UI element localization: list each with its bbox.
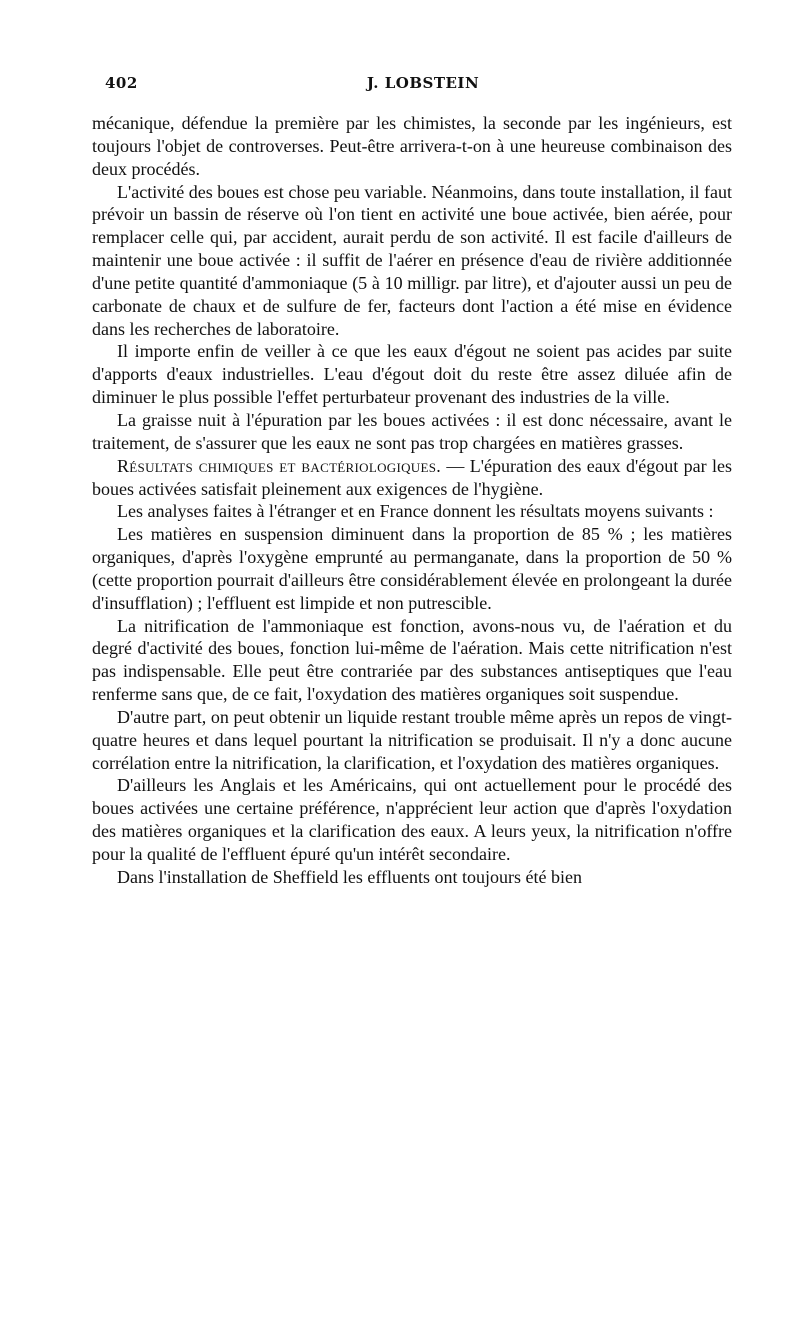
paragraph-eaux-acides — [92, 340, 732, 409]
paragraph-text: Il importe enfin de veiller à ce que les eaux d'égout ne soient pas acides par suite d'apports d'eaux industrielles. L'eau d'égout doit du reste être assez diluée afin de diminuer le plus possible l'effet perturbateur provenant des industries de la ville. — [92, 341, 732, 408]
paragraph-text: Dans l'installation de Sheffield les effluents ont toujours été bien — [117, 866, 582, 887]
paragraph-boue-activite — [92, 181, 732, 341]
page-number: 402 — [105, 74, 138, 92]
paragraph-text: La nitrification de l'ammoniaque est fonction, avons-nous vu, de l'aération et du degré d'activité des boues, fonction lui-même de l'aération. Mais cette nitrification n'est pas indispensable. Elle peut être contrariée par des substances antiseptiques que l'eau renferme sans que, de ce fait, l'oxydation des matières organiques soit suspendue. — [92, 615, 732, 705]
paragraph-text: La graisse nuit à l'épuration par les boues activées : il est donc nécessaire, avant le traitement, de s'assurer que les eaux ne sont pas trop chargées en matières grasses. — [92, 409, 732, 453]
paragraph-text: Les analyses faites à l'étranger et en France donnent les résultats moyens suivants : — [117, 501, 714, 522]
paragraph-graisse — [92, 409, 732, 455]
section-heading: Résultats chimiques et bactériologiques. — [117, 455, 442, 476]
paragraph-liquide-trouble — [92, 706, 732, 775]
paragraph-nitrification — [92, 615, 732, 706]
paragraph-matieres-suspension — [92, 523, 732, 614]
paragraph-resultats — [92, 455, 732, 501]
paragraph-anglais-americains — [92, 774, 732, 865]
paragraph-text: mécanique, défendue la première par les chimistes, la seconde par les ingénieurs, est toujours l'objet de controverses. Peut-être arrivera-t-on à une heureuse combinaison des deux procédés. — [92, 113, 732, 179]
body-text — [92, 112, 732, 889]
paragraph-continued — [92, 112, 732, 181]
paragraph-analyses — [92, 500, 732, 523]
running-title: J. LOBSTEIN — [366, 74, 480, 92]
paragraph-text: L'activité des boues est chose peu variable. Néanmoins, dans toute installation, il faut prévoir un bassin de réserve où l'on tient en activité une boue activée, bien aérée, pour remplacer celle qui, par accident, aurait perdu de son activité. Il est facile d'ailleurs de maintenir une boue activée : il suffit de l'aérer en présence d'eau de rivière additionnée d'une petite quantité d'ammoniaque (5 à 10 milligr. par litre), et d'ajouter aussi un peu de carbonate de chaux et de sulfure de fer, facteurs dont l'action a été mise en évidence dans les recherches de laboratoire. — [92, 181, 732, 339]
paragraph-text: — L'épuration des eaux d'égout par les boues activées satisfait pleinement aux exigences de l'hygiène. — [92, 455, 732, 499]
paragraph-text: D'ailleurs les Anglais et les Américains, qui ont actuellement pour le procédé des boues activées une certaine préférence, n'apprécient leur action que d'après l'oxydation des matières organiques et la clarification des eaux. A leurs yeux, la nitrification n'offre pour la qualité de l'effluent épuré qu'un intérêt secondaire. — [92, 775, 732, 864]
paragraph-text: D'autre part, on peut obtenir un liquide restant trouble même après un repos de vingt-quatre heures et dans lequel pourtant la nitrification se produisait. Il n'y a donc aucune corrélation entre la nitrification, la clarification, et l'oxydation des matières organiques. — [92, 706, 732, 773]
running-head — [105, 74, 730, 98]
paragraph-sheffield — [92, 866, 732, 889]
paragraph-text: Les matières en suspension diminuent dans la proportion de 85 % ; les matières organiques, d'après l'oxygène emprunté au permanganate, dans la proportion de 50 % (cette proportion pourrait d'ailleurs être considérablement élevée en prolongeant la durée d'insufflation) ; l'effluent est limpide et non putrescible. — [92, 524, 732, 613]
